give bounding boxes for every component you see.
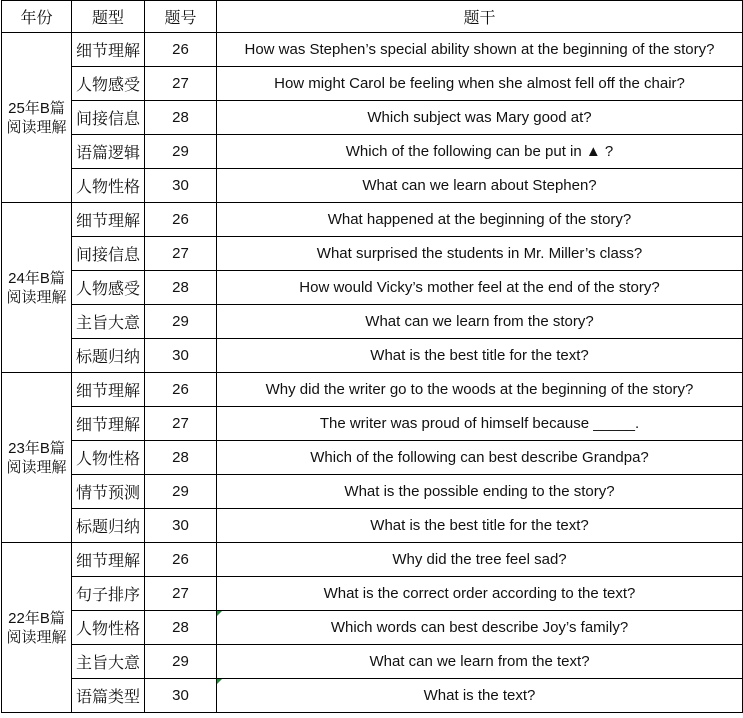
stem-cell: What can we learn from the story? [217,305,743,339]
number-cell: 29 [145,645,217,679]
type-cell: 人物感受 [72,271,145,305]
stem-text: Which words can best describe Joy’s family? [330,619,629,636]
header-stem: 题干 [217,1,743,33]
type-cell: 人物性格 [72,611,145,645]
cell-comment-marker [217,679,222,684]
stem-cell: How might Carol be feeling when she almost fell off the chair? [217,67,743,101]
stem-cell: Why did the tree feel sad? [217,543,743,577]
table-row [2,543,743,577]
header-type: 题型 [72,1,145,33]
table-row [2,67,743,101]
number-cell: 26 [145,33,217,67]
type-cell: 标题归纳 [72,509,145,543]
stem-cell: What is the best title for the text? [217,339,743,373]
stem-cell: What can we learn from the text? [217,645,743,679]
type-cell: 情节预测 [72,475,145,509]
type-cell: 间接信息 [72,237,145,271]
stem-cell: The writer was proud of himself because _____. [217,407,743,441]
table-row [2,169,743,203]
stem-text: What is the text? [423,687,536,704]
type-cell: 人物性格 [72,441,145,475]
stem-cell: Which subject was Mary good at? [217,101,743,135]
type-cell: 细节理解 [72,407,145,441]
year-cell: 24年B篇阅读理解 [2,203,72,373]
stem-cell: Why did the writer go to the woods at the beginning of the story? [217,373,743,407]
stem-cell: What is the best title for the text? [217,509,743,543]
number-cell: 27 [145,407,217,441]
number-cell: 27 [145,577,217,611]
stem-cell: How was Stephen’s special ability shown at the beginning of the story? [217,33,743,67]
stem-cell: What is the possible ending to the story? [217,475,743,509]
table-row [2,407,743,441]
stem-cell [217,611,743,645]
stem-cell: What happened at the beginning of the story? [217,203,743,237]
table-row [2,475,743,509]
table-row [2,577,743,611]
number-cell: 30 [145,679,217,713]
table-row [2,645,743,679]
header-row [2,1,743,33]
table-row [2,33,743,67]
table-row [2,679,743,713]
table-row [2,101,743,135]
table-row [2,135,743,169]
number-cell: 26 [145,203,217,237]
number-cell: 28 [145,441,217,475]
type-cell: 细节理解 [72,543,145,577]
table-row [2,237,743,271]
type-cell: 细节理解 [72,203,145,237]
table-row [2,271,743,305]
number-cell: 28 [145,271,217,305]
cell-comment-marker [217,611,222,616]
number-cell: 30 [145,169,217,203]
table-row [2,305,743,339]
number-cell: 29 [145,305,217,339]
table-row [2,203,743,237]
number-cell: 28 [145,101,217,135]
type-cell: 间接信息 [72,101,145,135]
stem-cell: What is the correct order according to the text? [217,577,743,611]
type-cell: 主旨大意 [72,305,145,339]
table-row [2,339,743,373]
number-cell: 27 [145,67,217,101]
header-number: 题号 [145,1,217,33]
type-cell: 句子排序 [72,577,145,611]
stem-cell: How would Vicky’s mother feel at the end of the story? [217,271,743,305]
year-cell: 23年B篇阅读理解 [2,373,72,543]
number-cell: 26 [145,373,217,407]
type-cell: 人物性格 [72,169,145,203]
number-cell: 29 [145,475,217,509]
number-cell: 28 [145,611,217,645]
table-row [2,373,743,407]
number-cell: 29 [145,135,217,169]
table-row [2,611,743,645]
number-cell: 30 [145,339,217,373]
type-cell: 标题归纳 [72,339,145,373]
year-cell: 22年B篇阅读理解 [2,543,72,713]
stem-cell: Which of the following can be put in ▲ ? [217,135,743,169]
table-row [2,509,743,543]
type-cell: 人物感受 [72,67,145,101]
reading-question-table [1,0,743,713]
stem-cell: What can we learn about Stephen? [217,169,743,203]
number-cell: 27 [145,237,217,271]
stem-cell [217,679,743,713]
year-cell: 25年B篇阅读理解 [2,33,72,203]
stem-cell: What surprised the students in Mr. Miller’s class? [217,237,743,271]
number-cell: 26 [145,543,217,577]
type-cell: 语篇类型 [72,679,145,713]
header-year: 年份 [2,1,72,33]
type-cell: 语篇逻辑 [72,135,145,169]
type-cell: 主旨大意 [72,645,145,679]
type-cell: 细节理解 [72,373,145,407]
table-row [2,441,743,475]
number-cell: 30 [145,509,217,543]
type-cell: 细节理解 [72,33,145,67]
stem-cell: Which of the following can best describe Grandpa? [217,441,743,475]
